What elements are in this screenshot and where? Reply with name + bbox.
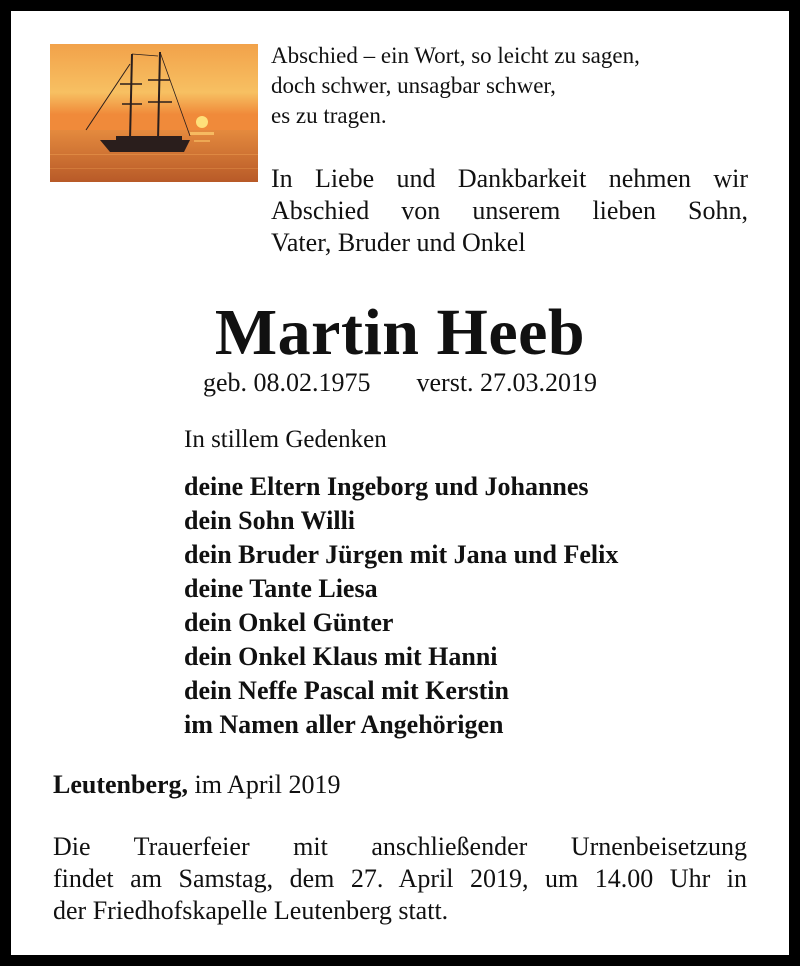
funeral-line: der Friedhofskapelle Leutenberg statt.: [53, 896, 449, 925]
life-dates: [11, 367, 789, 399]
mourner-item: deine Tante Liesa: [184, 574, 378, 603]
place-date: im April 2019: [194, 770, 341, 799]
mourner-item: dein Sohn Willi: [184, 506, 356, 535]
mourners-list: [184, 470, 618, 742]
deceased-name: Martin Heeb: [214, 296, 586, 369]
poem-line: Abschied – ein Wort, so leicht zu sagen,: [271, 43, 640, 68]
place-and-date: [53, 769, 340, 801]
poem-line: es zu tragen.: [271, 103, 387, 128]
funeral-notice: [53, 831, 747, 927]
farewell-poem: [271, 41, 751, 131]
death-date: verst. 27.03.2019: [416, 368, 598, 397]
place-town: Leutenberg,: [53, 770, 189, 799]
mourner-item: dein Neffe Pascal mit Kerstin: [184, 676, 509, 705]
mourner-item: dein Onkel Günter: [184, 608, 394, 637]
poem-line: doch schwer, unsagbar schwer,: [271, 73, 556, 98]
obituary-card: [11, 11, 789, 955]
mourner-item: dein Bruder Jürgen mit Jana und Felix: [184, 540, 619, 569]
mourner-item: dein Onkel Klaus mit Hanni: [184, 642, 498, 671]
intro-line: In Liebe und Dankbarkeit nehmen wir: [271, 164, 748, 193]
memory-heading: In stillem Gedenken: [184, 426, 387, 453]
intro-line: Vater, Bruder und Onkel: [271, 228, 526, 257]
sailing-ship-sunset-photo: [50, 44, 258, 182]
intro-line: Abschied von unserem lieben Sohn,: [271, 196, 748, 225]
funeral-line: Die Trauerfeier mit anschließender Urnenbeisetzung: [53, 832, 747, 861]
mourner-item: deine Eltern Ingeborg und Johannes: [184, 472, 589, 501]
funeral-line: findet am Samstag, dem 27. April 2019, um 14.00 Uhr in: [53, 864, 747, 893]
birth-date: geb. 08.02.1975: [202, 368, 371, 397]
intro-text: [271, 163, 748, 259]
mourner-item: im Namen aller Angehörigen: [184, 710, 504, 739]
